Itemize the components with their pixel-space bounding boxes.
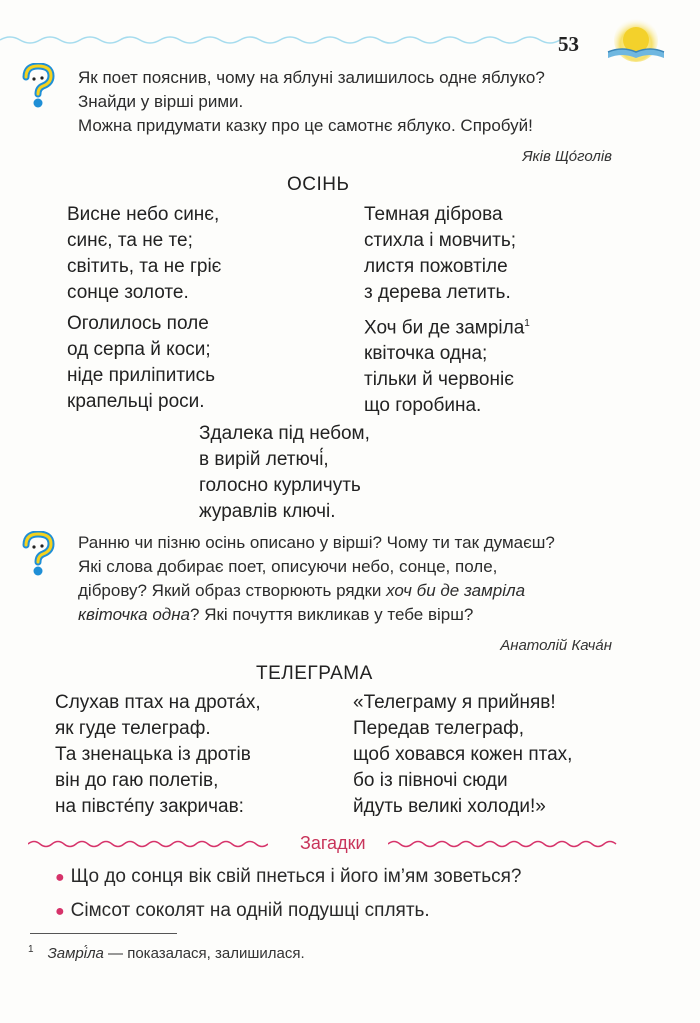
poem-line: Здалека під небом, — [199, 423, 370, 444]
question-text: ? Які почуття викликав у тебе вірш? — [190, 605, 474, 624]
top-wave-divider — [0, 30, 560, 50]
question-text: діброву? Який образ створюють рядки — [78, 581, 387, 600]
poem-line: сонце золоте. — [67, 282, 189, 303]
poem-line: синє, та не те; — [67, 230, 193, 251]
question-line: Знайди у вірші рими. — [78, 92, 244, 111]
poem-line: Та зненацька із дротів — [55, 744, 251, 765]
question-line: Які слова добирає поет, описуючи небо, сонце, поле, — [78, 557, 498, 576]
poem-stanza — [55, 690, 261, 820]
poem-stanza — [199, 421, 370, 525]
poem-author: Яків Що́голів — [522, 148, 612, 165]
question-line — [78, 579, 618, 603]
question-block-2 — [78, 531, 618, 627]
poem-line: світить, та не гріє — [67, 256, 222, 277]
footnote-term: Замрі́ла — [47, 945, 104, 962]
poem-line: Оголилось поле — [67, 313, 209, 334]
poem-line: він до гаю полетів, — [55, 770, 219, 791]
footnote — [28, 944, 305, 962]
sun-over-book-icon — [604, 16, 668, 62]
poem-line: од серпа й коси; — [67, 339, 211, 360]
poem-line: що горобина. — [364, 395, 482, 417]
bullet-icon: ● — [55, 903, 65, 920]
poem-line: з дерева летить. — [364, 282, 511, 303]
question-mark-icon — [18, 531, 58, 577]
footnote-marker: 1 — [524, 318, 530, 329]
question-line: Можна придумати казку про це самотнє яблуко. Спробуй! — [78, 116, 533, 135]
poem-title: ТЕЛЕГРАМА — [256, 663, 373, 684]
question-block-1 — [78, 66, 545, 138]
poem-line: в вирій летючі́, — [199, 449, 329, 470]
poem-line: Висне небо синє, — [67, 204, 220, 225]
footnote-number: 1 — [28, 944, 34, 955]
riddle-text: Що до сонця вік свій пнеться і його ім’ям зоветься? — [70, 866, 522, 887]
bullet-icon: ● — [55, 869, 65, 886]
poem-stanza — [353, 690, 572, 820]
riddles-title: Загадки — [300, 833, 366, 853]
poem-line — [364, 311, 530, 341]
question-line: Ранню чи пізню осінь описано у вірші? Чому ти так думаєш? — [78, 533, 555, 552]
footnote-divider — [30, 933, 177, 934]
riddles-wave-right — [388, 836, 620, 852]
riddles-wave-left — [28, 836, 268, 852]
poem-author: Анатолій Кача́н — [500, 637, 612, 654]
poem-line: тільки й червоніє — [364, 369, 514, 391]
poem-line: квіточка одна; — [364, 343, 488, 365]
poem-line: Передав телеграф, — [353, 718, 525, 739]
question-mark-icon — [18, 63, 58, 109]
riddle-text: Сімсот соколят на одній подушці сплять. — [70, 900, 430, 921]
poem-line: стихла і мовчить; — [364, 230, 517, 251]
poem-stanza — [364, 202, 516, 306]
poem-line: щоб ховався кожен птах, — [353, 744, 573, 765]
poem-stanza — [364, 311, 530, 419]
poem-title: ОСІНЬ — [287, 174, 350, 195]
page-number: 53 — [558, 32, 579, 56]
poem-stanza — [67, 202, 221, 306]
poem-line: ніде приліпитись — [67, 365, 216, 386]
poem-line: на півсте́пу закричав: — [55, 796, 244, 817]
question-line: Як поет пояснив, чому на яблуні залишилось одне яблуко? — [78, 68, 545, 87]
riddle-item — [55, 900, 430, 922]
question-line — [78, 603, 618, 627]
poem-stanza — [67, 311, 215, 415]
poem-line: Темная діброва — [364, 204, 503, 225]
poem-line: як гуде телеграф. — [55, 718, 211, 739]
poem-line: бо із півночі сюди — [353, 770, 508, 791]
poem-line: журавлів ключі. — [199, 501, 336, 522]
poem-line: Слухав птах на дрота́х, — [55, 692, 261, 713]
riddle-item — [55, 866, 522, 888]
quote-italic: квіточка одна — [78, 605, 191, 624]
footnote-definition: — показалася, залишилася. — [103, 945, 305, 962]
poem-line: листя пожовтіле — [364, 256, 508, 277]
quote-italic: хоч би де замріла — [386, 581, 526, 600]
poem-line: крапельці роси. — [67, 391, 205, 412]
poem-line: голосно курличуть — [199, 475, 361, 496]
poem-line: «Телеграму я прийняв! — [353, 692, 556, 713]
poem-line: йдуть великі холоди!» — [353, 796, 546, 817]
poem-line-text: Хоч би де замріла — [364, 317, 525, 339]
